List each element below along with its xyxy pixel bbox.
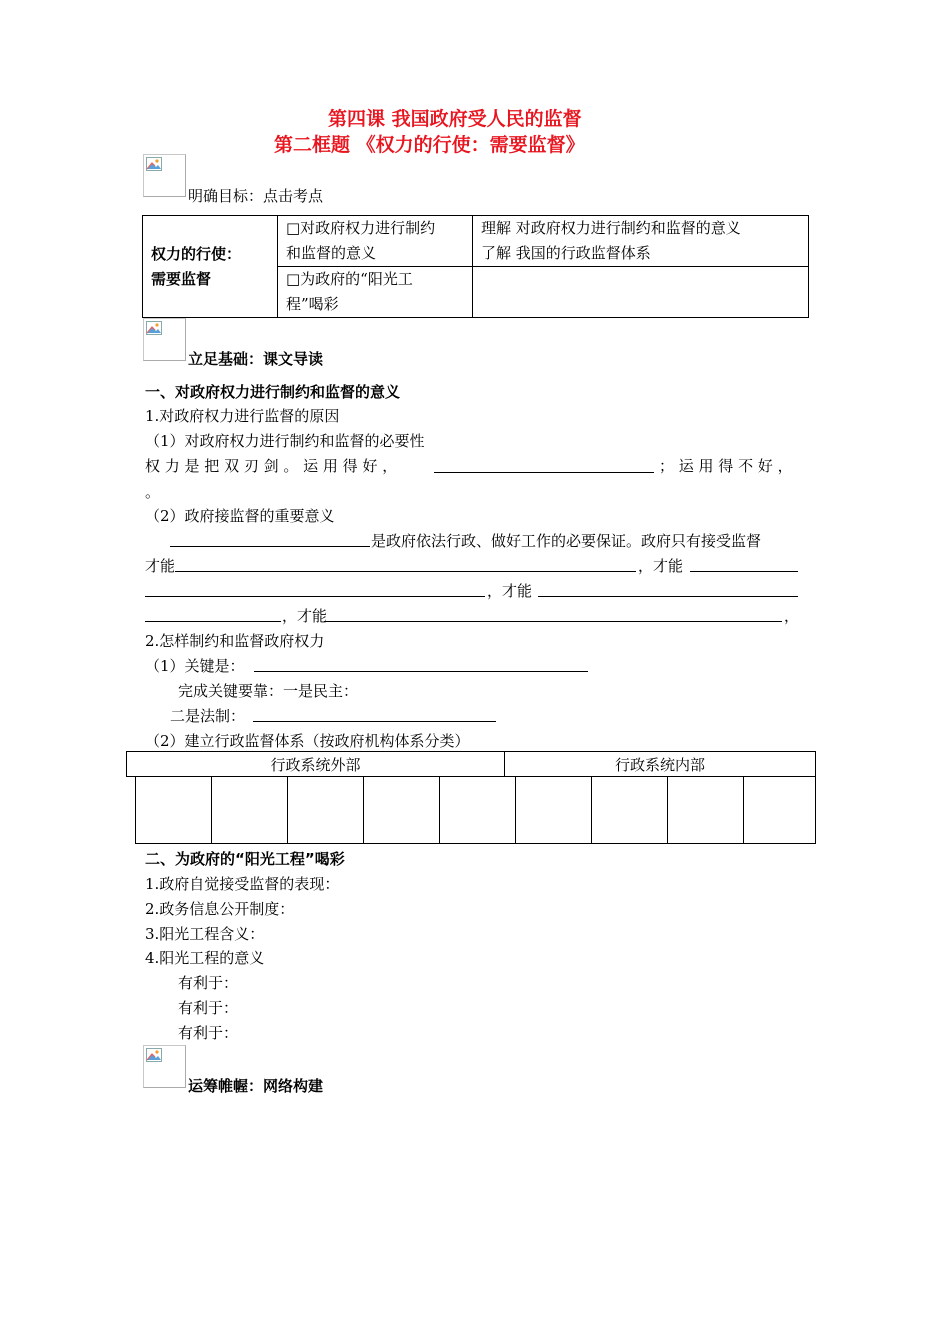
question: 2.政务信息公开制度： [145, 900, 295, 918]
question: 1.政府自觉接受监督的表现： [145, 875, 340, 893]
blank-line [538, 596, 798, 597]
fill-text: ； 运 用 得 不 好 ， [659, 457, 793, 475]
topic-line: 需要监督 [151, 269, 212, 288]
blank-line [170, 546, 370, 547]
blank-line [145, 621, 281, 622]
topic-line: 权力的行使： [151, 244, 242, 263]
blank-cell [212, 777, 288, 844]
blank-line [145, 596, 485, 597]
blank-line [324, 621, 782, 622]
fill-text: 。 [145, 483, 161, 501]
blank-line [434, 472, 654, 473]
fill-text: 权 力 是 把 双 刃 剑 。 运 用 得 好 ， [145, 457, 398, 475]
blank-line [254, 671, 588, 672]
benefit: 有利于： [178, 999, 239, 1017]
blank-line [175, 571, 636, 572]
broken-image-icon [143, 1045, 186, 1088]
fill-text: ，才能 [282, 607, 328, 625]
question: 2.怎样制约和监督政府权力 [145, 632, 325, 650]
goals-label: 明确目标：点击考点 [188, 187, 324, 205]
fill-text: ，才能 [638, 557, 684, 575]
section-title: 第二框题 《权力的行使：需要监督》 [274, 134, 585, 156]
external-header: 行政系统外部 [127, 752, 505, 777]
benefit: 有利于： [178, 974, 239, 992]
blank-cell [744, 777, 816, 844]
part2-heading: 二、为政府的“阳光工程”喝彩 [145, 850, 345, 868]
requirement-text: 了解 我国的行政监督体系 [481, 244, 651, 262]
question: （2）建立行政监督体系（按政府机构体系分类） [145, 732, 470, 750]
fill-text: ，才能 [487, 582, 533, 600]
supervision-grid [135, 776, 816, 844]
blank-line [253, 721, 496, 722]
fill-text: （1）关键是： [145, 657, 245, 675]
item-cell [278, 216, 473, 267]
blank-cell [592, 777, 668, 844]
blank-cell [288, 777, 364, 844]
blank-cell [136, 777, 212, 844]
item-text: 和监督的意义 [286, 244, 377, 262]
question: 1.对政府权力进行监督的原因 [145, 407, 340, 425]
part1-heading: 一、对政府权力进行制约和监督的意义 [145, 383, 401, 401]
supervision-header-table [126, 751, 816, 777]
benefit: 有利于： [178, 1024, 239, 1042]
blank-cell [364, 777, 440, 844]
topic-cell [143, 216, 278, 318]
internal-header: 行政系统内部 [505, 752, 816, 777]
question: 3.阳光工程含义： [145, 925, 265, 943]
item-text: □为政府的“阳光工 [286, 270, 413, 288]
fill-text: 才能 [145, 557, 176, 575]
blank-cell [440, 777, 516, 844]
item-text: 程”喝彩 [286, 295, 339, 313]
broken-image-icon [143, 318, 186, 361]
lesson-title: 第四课 我国政府受人民的监督 [328, 108, 582, 130]
question: （1）对政府权力进行制约和监督的必要性 [145, 432, 425, 450]
question: （2）政府接监督的重要意义 [145, 507, 335, 525]
blank-cell [516, 777, 592, 844]
blank-cell [668, 777, 744, 844]
blank-line [690, 571, 798, 572]
broken-image-icon [143, 154, 186, 197]
question: 4.阳光工程的意义 [145, 949, 265, 967]
basis-label: 立足基础：课文导读 [188, 350, 324, 368]
requirement-cell [473, 267, 809, 318]
network-label: 运筹帷幄：网络构建 [188, 1077, 324, 1095]
item-text: □对政府权力进行制约 [286, 219, 436, 237]
fill-text: 二是法制： [170, 707, 246, 725]
requirement-cell [473, 216, 809, 267]
fill-text: 完成关键要靠：一是民主： [178, 682, 359, 700]
fill-text: ， [784, 607, 800, 625]
item-cell [278, 267, 473, 318]
fill-text: 是政府依法行政、做好工作的必要保证。政府只有接受监督 [371, 532, 762, 550]
goals-table [142, 215, 809, 318]
requirement-text: 理解 对政府权力进行制约和监督的意义 [481, 219, 741, 237]
